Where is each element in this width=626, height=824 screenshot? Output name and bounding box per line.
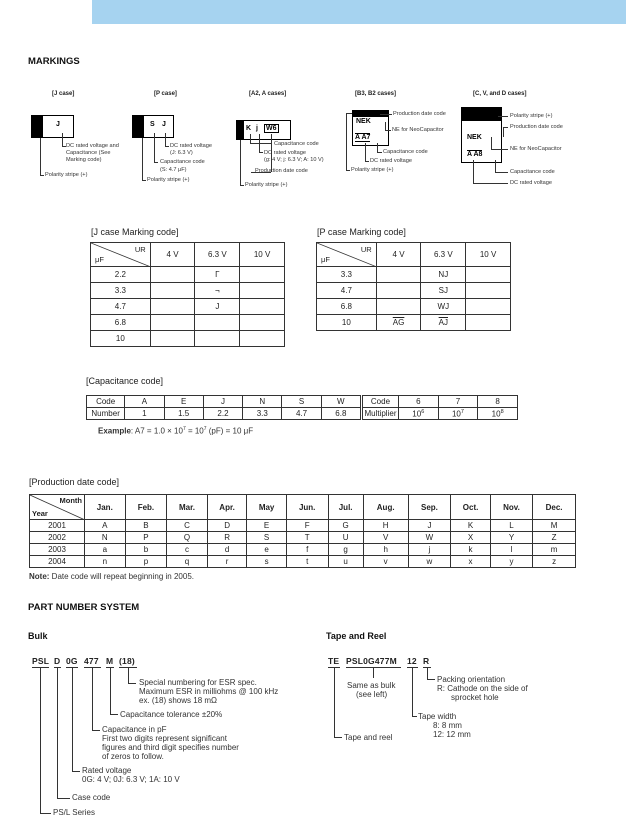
- tape-same-2: (see left): [356, 690, 388, 699]
- p-chip-text-cap: S: [150, 121, 155, 128]
- p-note-polarity: Polarity stripe (+): [147, 177, 190, 183]
- b-note-ne: NE for NeoCapacitor: [392, 127, 444, 133]
- case-title-j: [J case]: [52, 91, 75, 97]
- p-polarity-stripe: [132, 115, 144, 138]
- part-number-heading: PART NUMBER SYSTEM: [28, 602, 140, 613]
- a-polarity-stripe: [236, 120, 244, 140]
- a-chip-text-date: W6: [266, 125, 277, 132]
- p-table-title: [P case Marking code]: [317, 227, 406, 237]
- table-row: 3.3 ¬: [91, 283, 285, 299]
- table-row: 2003 a b c d e f g h j k l m: [30, 544, 576, 556]
- p-header-10v: 10 V: [466, 243, 511, 267]
- a-note-polarity: Polarity stripe (+): [245, 182, 288, 188]
- p-note-cap-ex: (S: 4.7 μF): [160, 167, 187, 173]
- case-title-b: [B3, B2 cases]: [355, 91, 397, 97]
- tape-heading: Tape and Reel: [326, 631, 387, 641]
- j-polarity-stripe: [31, 115, 43, 138]
- bulk-cap-2: First two digits represent significant: [102, 734, 227, 743]
- j-chip-text: J: [56, 121, 60, 128]
- tape-width-3: 12: 12 mm: [433, 730, 471, 739]
- prod-date-table: Month Year Jan. Feb. Mar. Apr. May Jun. Jul. Aug. Sep. Oct. Nov. Dec. 2001 A B C D E F G H J K L M 2002 N P Q R S T U V W X Y Z 2003 a b c d e f g h j k l m 2004 n p q r s t u v w x y z: [29, 494, 576, 568]
- a-note-voltage-ex: (g: 4 V; j: 6.3 V; A: 10 V): [264, 157, 324, 163]
- bulk-series: PS/L Series: [53, 808, 95, 817]
- tape-width-1: Tape width: [418, 712, 457, 721]
- markings-heading: MARKINGS: [28, 56, 80, 67]
- c-note-date: Production date code: [510, 124, 563, 130]
- j-marking-table: [90, 242, 285, 347]
- case-title-c: [C, V, and D cases]: [473, 91, 527, 97]
- b-note-cap: Capacitance code: [383, 149, 428, 155]
- bulk-esr-1: Special numbering for ESR spec.: [139, 678, 257, 687]
- tape-width-2: 8: 8 mm: [433, 721, 462, 730]
- bulk-voltage-1: Rated voltage: [82, 766, 132, 775]
- b-note-polarity: Polarity stripe (+): [351, 167, 394, 173]
- j-note-polarity: Polarity stripe (+): [45, 172, 88, 178]
- prod-date-corner: Month Year: [30, 495, 85, 520]
- c-chip-text-2: A A8: [467, 151, 483, 158]
- j-header-6v: 6.3 V: [195, 243, 240, 267]
- b-note-voltage: DC rated voltage: [370, 158, 412, 164]
- a-chip-text-cap: K: [246, 125, 252, 132]
- p-table-corner: UR μF: [317, 243, 377, 267]
- cap-code-table: Code A E J N S W Number 1 1.5 2.2 3.3 4.7 6.8: [86, 395, 361, 420]
- cap-code-title: [Capacitance code]: [86, 376, 164, 386]
- table-row: 2001 A B C D E F G H J K L M: [30, 520, 576, 532]
- c-note-cap: Capacitance code: [510, 169, 555, 175]
- bulk-cap-1: Capacitance in pF: [102, 725, 167, 734]
- p-marking-table: [316, 242, 511, 331]
- p-note-cap: Capacitance code: [160, 159, 205, 165]
- table-row: 2.2 Γ: [91, 267, 285, 283]
- bulk-esr-2: Maximum ESR in milliohms @ 100 kHz: [139, 687, 279, 696]
- table-row: 6.8: [91, 315, 285, 331]
- p-note-voltage-ex: (J: 6.3 V): [170, 150, 193, 156]
- table-row: 10 $\overline{AG}$ $\overline{AJ}$: [317, 315, 511, 331]
- cap-code-example: Example: $A7 = 1.0 \times 10^7 = 10^7$ (pF) = 10 μF: [98, 426, 254, 436]
- a-note-voltage: DC rated voltage: [264, 150, 306, 156]
- table-row: 2004 n p q r s t u v w x y z: [30, 556, 576, 568]
- multiplier-table: Code 6 7 8 Multiplier $10^6$ $10^7$ $10^8$: [362, 395, 518, 420]
- a-note-cap: Capacitance code: [274, 141, 319, 147]
- a-chip-text-volt: j: [256, 125, 258, 132]
- table-row: 4.7 J: [91, 299, 285, 315]
- p-header-4v: 4 V: [376, 243, 421, 267]
- bulk-esr-3: ex. (18) shows 18 mΩ: [139, 696, 218, 705]
- j-note-voltage: DC rated voltage and: [66, 143, 119, 149]
- bulk-tolerance: Capacitance tolerance ±20%: [120, 710, 223, 719]
- bulk-heading: Bulk: [28, 631, 48, 641]
- table-row: 4.7 SJ: [317, 283, 511, 299]
- j-note-cap: Capacitance (See: [66, 150, 111, 156]
- case-title-p: [P case]: [154, 91, 177, 97]
- top-banner: [92, 0, 626, 24]
- c-polarity-stripe: [461, 107, 502, 121]
- j-table-title: [J case Marking code]: [91, 227, 179, 237]
- tape-packing-1: Packing orientation: [437, 675, 506, 684]
- c-note-ne: NE for NeoCapacitor: [510, 146, 562, 152]
- b-chip-text-2: A A7: [355, 134, 371, 141]
- prod-date-note: Note: Date code will repeat beginning in 2005.: [29, 572, 194, 581]
- c-note-voltage: DC rated voltage: [510, 180, 552, 186]
- table-row: 2002 N P Q R S T U V W X Y Z: [30, 532, 576, 544]
- b-note-date: Production date code: [393, 111, 446, 117]
- bulk-cap-4: of zeros to follow.: [102, 752, 164, 761]
- c-note-polarity: Polarity stripe (+): [510, 113, 553, 119]
- bulk-case-code: Case code: [72, 793, 111, 802]
- p-note-voltage: DC rated voltage: [170, 143, 212, 149]
- j-note-marking: Marking code): [66, 157, 102, 163]
- b-chip-text-1: NEK: [356, 118, 371, 125]
- table-row: 3.3 NJ: [317, 267, 511, 283]
- tape-packing-2: R: Cathode on the side of: [437, 684, 528, 693]
- prod-date-title: [Production date code]: [29, 477, 120, 487]
- j-table-corner: UR μF: [91, 243, 151, 267]
- table-row: 10: [91, 331, 285, 347]
- j-header-4v: 4 V: [150, 243, 195, 267]
- tape-and-reel-label: Tape and reel: [344, 733, 393, 742]
- a-note-date: Production date code: [255, 168, 308, 174]
- tape-packing-3: sprocket hole: [451, 693, 499, 702]
- j-header-10v: 10 V: [240, 243, 285, 267]
- case-title-a: [A2, A cases]: [249, 91, 287, 97]
- table-row: 6.8 WJ: [317, 299, 511, 315]
- bulk-voltage-2: 0G: 4 V; 0J: 6.3 V; 1A: 10 V: [82, 775, 180, 784]
- c-chip-text-1: NEK: [467, 134, 482, 141]
- p-header-6v: 6.3 V: [421, 243, 466, 267]
- bulk-cap-3: figures and third digit specifies number: [102, 743, 239, 752]
- p-chip-text-volt: J: [162, 121, 166, 128]
- tape-same-1: Same as bulk: [347, 681, 396, 690]
